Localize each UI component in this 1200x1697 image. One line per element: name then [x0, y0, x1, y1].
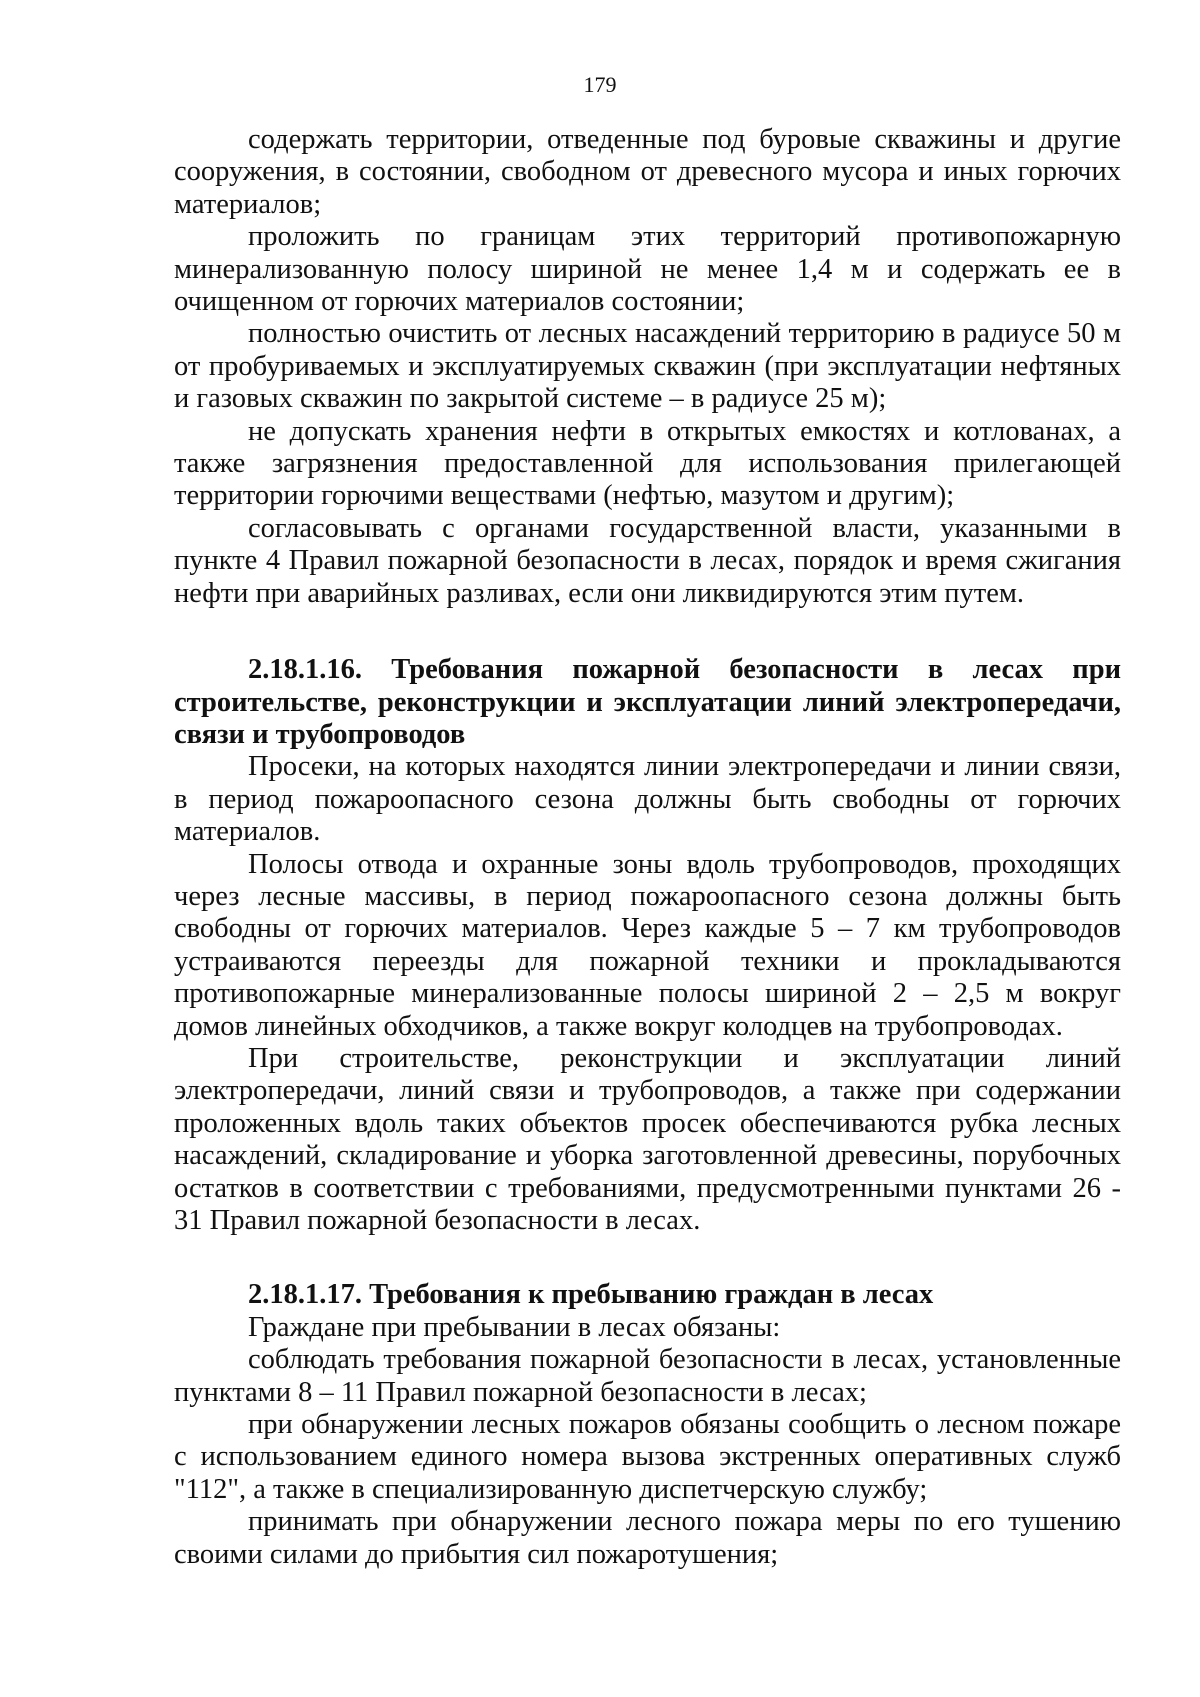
paragraph: при обнаружении лесных пожаров обязаны сообщить о лесном пожаре с использованием единого номера вызова экстренных оперативных служб "112", а также в специализированную диспетчерскую службу; [174, 1409, 1121, 1505]
paragraph: При строительстве, реконструкции и эксплуатации линий электропередачи, линий связи и трубопроводов, а также при содержании проложенных вдоль таких объектов просек обеспечиваются рубка лесных насаждений, складирование и уборка заготовленной древесины, порубочных остатков в соответствии с требованиями, предусмотренными пунктами 26 - 31 Правил пожарной безопасности в лесах. [174, 1042, 1121, 1236]
paragraph: содержать территории, отведенные под буровые скважины и другие сооружения, в состоянии, свободном от древесного мусора и иных горючих материалов; [174, 124, 1121, 220]
page-number: 179 [583, 72, 617, 97]
paragraph: проложить по границам этих территорий противопожарную минерализованную полосу шириной не менее 1,4 м и содержать ее в очищенном от горючих материалов состоянии; [174, 221, 1121, 318]
paragraph: согласовывать с органами государственной власти, указанными в пункте 4 Правил пожарной безопасности в лесах, порядок и время сжигания нефти при аварийных разливах, если они ликвидируются этим путем. [174, 512, 1121, 609]
document-body [174, 124, 1121, 1571]
section-heading: 2.18.1.16. Требования пожарной безопасности в лесах при строительстве, реконструкции и эксплуатации линий электропередачи, связи и трубопроводов [174, 654, 1121, 750]
paragraph: не допускать хранения нефти в открытых емкостях и котлованах, а также загрязнения предоставленной для использования прилегающей территории горючими веществами (нефтью, мазутом и другим); [174, 415, 1121, 512]
paragraph: Просеки, на которых находятся линии электропередачи и линии связи, в период пожароопасного сезона должны быть свободны от горючих материалов. [174, 751, 1121, 848]
section-heading: 2.18.1.17. Требования к пребыванию граждан в лесах [248, 1279, 934, 1311]
paragraph: соблюдать требования пожарной безопасности в лесах, установленные пунктами 8 – 11 Правил пожарной безопасности в лесах; [174, 1344, 1121, 1408]
paragraph: принимать при обнаружении лесного пожара меры по его тушению своими силами до прибытия сил пожаротушения; [174, 1506, 1121, 1570]
paragraph: Полосы отвода и охранные зоны вдоль трубопроводов, проходящих через лесные массивы, в период пожароопасного сезона должны быть свободны от горючих материалов. Через каждые 5 – 7 км трубопроводов устраиваются переезды для пожарной техники и прокладываются противопожарные минерализованные полосы шириной 2 – 2,5 м вокруг домов линейных обходчиков, а также вокруг колодцев на трубопроводах. [174, 848, 1121, 1042]
paragraph: Граждане при пребывании в лесах обязаны: [248, 1311, 781, 1343]
paragraph: полностью очистить от лесных насаждений территорию в радиусе 50 м от пробуриваемых и эксплуатируемых скважин (при эксплуатации нефтяных и газовых скважин по закрытой системе – в радиусе 25 м); [174, 318, 1121, 415]
